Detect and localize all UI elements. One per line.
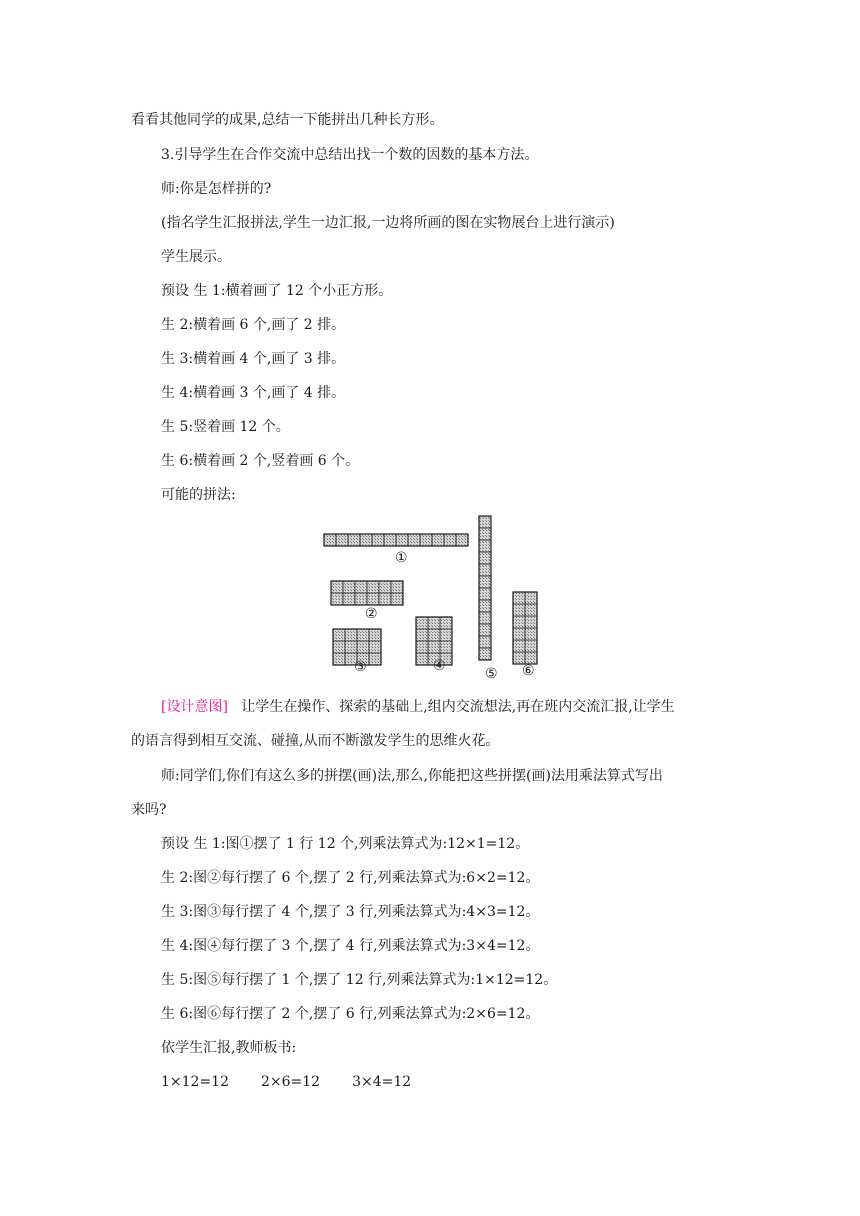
paragraph-text: 可能的拼法: — [161, 487, 236, 503]
arrangement-label: ② — [365, 606, 378, 622]
arrangement-grid — [331, 581, 403, 605]
arrangement-grid — [479, 516, 491, 660]
student-answer: 生 6:横着画 2 个,竖着画 6 个。 — [161, 453, 360, 469]
student-answer: 生 3:横着画 4 个,画了 3 排。 — [161, 351, 346, 367]
equation: 3×4=12 — [352, 1074, 412, 1090]
teacher-question: 师:你是怎样拼的? — [161, 181, 272, 197]
student-answer: 生 2:横着画 6 个,画了 2 排。 — [161, 317, 346, 333]
arrangement-label: ⑥ — [522, 663, 535, 679]
board-equations — [161, 1072, 411, 1092]
answer-line: 生 5:图⑤每行摆了 1 个,摆了 12 行,列乘法算式为:1×12=12。 — [161, 972, 558, 988]
arrangement-label: ④ — [433, 658, 446, 674]
design-intent — [161, 697, 675, 717]
equation: 1×12=12 — [161, 1074, 229, 1090]
student-answer: 预设 生 1:横着画了 12 个小正方形。 — [161, 283, 393, 299]
rectangle-arrangements-figure — [318, 512, 550, 682]
teacher-question: 师:同学们,你们有这么多的拼摆(画)法,那么,你能把这些拼摆(画)法用乘法算式写出 — [161, 768, 663, 784]
design-intent-tag: [设计意图] — [161, 699, 228, 715]
student-answer: 生 5:竖着画 12 个。 — [161, 419, 290, 435]
answer-line: 生 3:图③每行摆了 4 个,摆了 3 行,列乘法算式为:4×3=12。 — [161, 904, 540, 920]
arrangement-grid — [513, 592, 537, 664]
arrangement-label: ③ — [354, 659, 367, 675]
answer-line: 生 6:图⑥每行摆了 2 个,摆了 6 行,列乘法算式为:2×6=12。 — [161, 1006, 540, 1022]
answer-line: 生 4:图④每行摆了 3 个,摆了 4 行,列乘法算式为:3×4=12。 — [161, 938, 540, 954]
teacher-question-continued: 来吗? — [131, 802, 167, 818]
paragraph-text: 看看其他同学的成果,总结一下能拼出几种长方形。 — [131, 112, 444, 128]
design-intent-continued: 的语言得到相互交流、碰撞,从而不断激发学生的思维火花。 — [131, 733, 500, 749]
step-heading: 3.引导学生在合作交流中总结出找一个数的因数的基本方法。 — [161, 147, 539, 163]
arrangement-grid — [324, 534, 468, 546]
answer-line: 生 2:图②每行摆了 6 个,摆了 2 行,列乘法算式为:6×2=12。 — [161, 870, 540, 886]
arrangement-label: ① — [395, 550, 408, 566]
arrangement-label: ⑤ — [485, 666, 498, 682]
paragraph-note: (指名学生汇报拼法,学生一边汇报,一边将所画的图在实物展台上进行演示) — [161, 215, 615, 231]
student-answer: 生 4:横着画 3 个,画了 4 排。 — [161, 385, 346, 401]
paragraph-text: 学生展示。 — [161, 249, 231, 265]
equation: 2×6=12 — [261, 1074, 321, 1090]
design-intent-text: 让学生在操作、探索的基础上,组内交流想法,再在班内交流汇报,让学生 — [241, 699, 675, 715]
board-intro: 依学生汇报,教师板书: — [161, 1040, 297, 1056]
answer-line: 预设 生 1:图①摆了 1 行 12 个,列乘法算式为:12×1=12。 — [161, 836, 530, 852]
